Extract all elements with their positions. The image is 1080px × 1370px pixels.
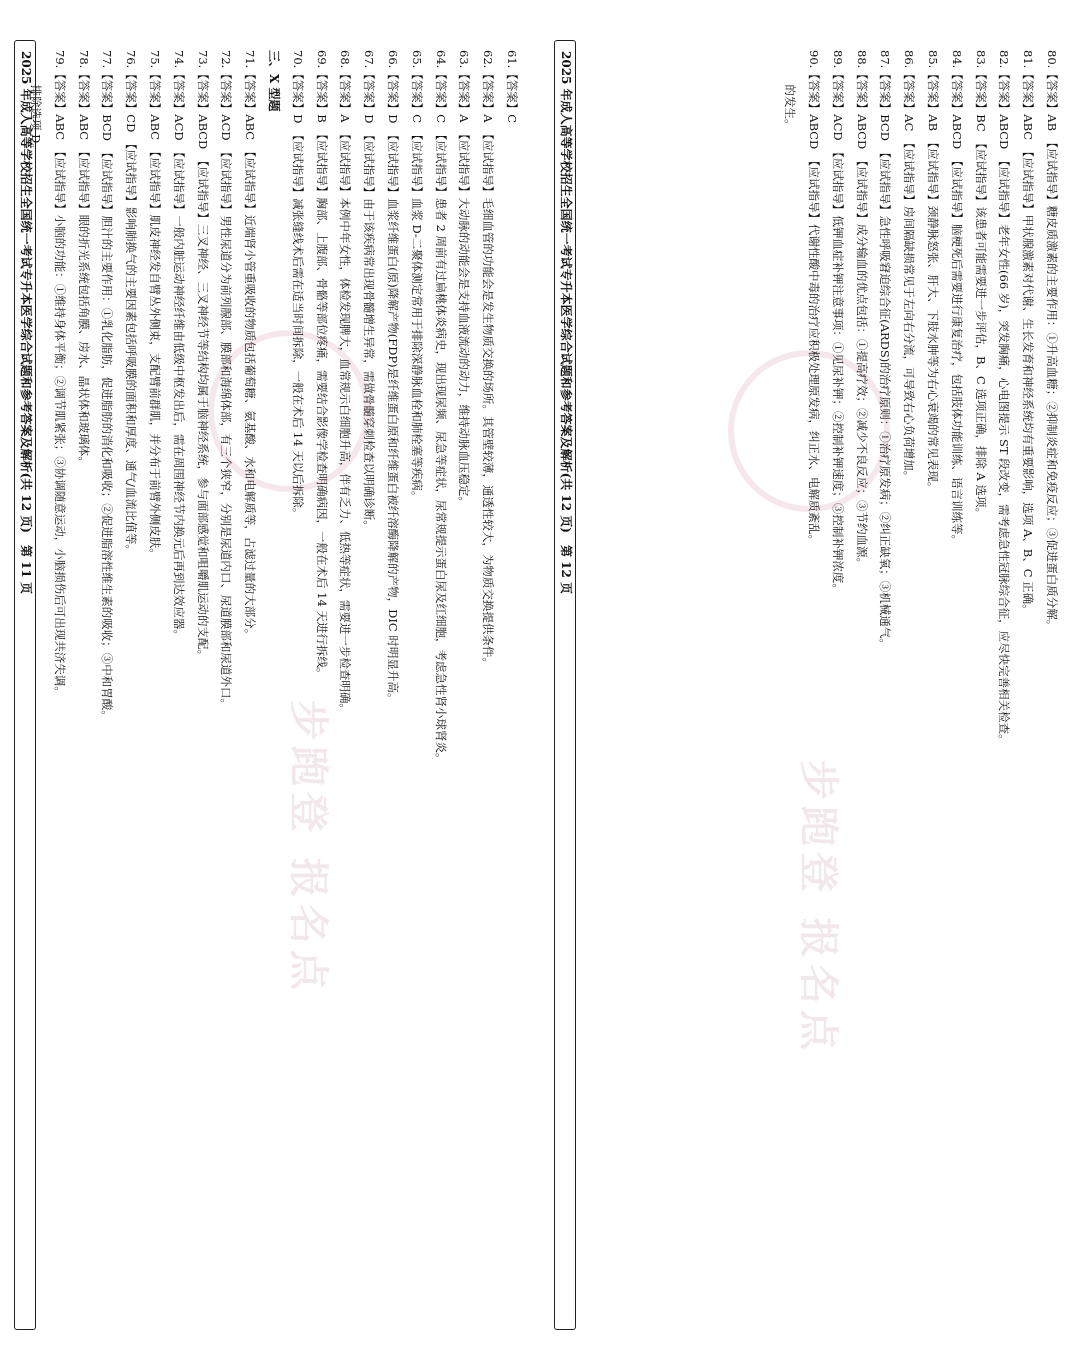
- answer-line: 83.【答案】BC 【应试指导】该患者可能需要进一步评估，B、C 选项正确，排除 A 选项。: [973, 50, 988, 520]
- answer-line: 81.【答案】ABC 【应试指导】甲状腺激素对代谢、生长发育和神经系统均有重要影响，选项 A、B、C 正确。: [1021, 50, 1036, 616]
- answer-line: 67.【答案】D 【应试指导】由于该疾病常出现骨髓增生异常，需做骨髓穿刺检查以明确诊断。: [362, 50, 377, 532]
- answer-line: 89.【答案】ACD 【应试指导】低钾血症补钾注意事项：①见尿补钾；②控制补钾速度；③控制补钾浓度。: [830, 50, 845, 595]
- answer-line: 73.【答案】ABCD 【应试指导】三叉神经、三叉神经节等结构均属于脑神经系统，参与面部感觉和咀嚼肌运动的支配。: [195, 50, 210, 662]
- answer-line: 82.【答案】ABCD 【应试指导】老年女性(66 岁)，突发胸痛，心电图提示 ST 段改变，需考虑急性冠脉综合征，应尽快完善相关检查。: [997, 50, 1012, 746]
- answer-line: 63.【答案】A 【应试指导】大动脉的动能会是支持血液流动的动力，维持动脉血压稳定。: [457, 50, 472, 508]
- answer-line: 的发生。: [783, 50, 798, 131]
- page-12: [540, 0, 1080, 1370]
- answer-line: 65.【答案】C 【应试指导】血浆 D-二聚体测定常用于排除深静脉血栓和肺栓塞等疾病。: [409, 50, 424, 503]
- answer-line: 79.【答案】ABC 【应试指导】小脑的功能：①维持身体平衡；②调节肌紧张；③协调随意运动，小脑损伤后可出现共济失调。: [52, 50, 67, 698]
- answer-line: 76.【答案】CD 【应试指导】影响肺换气的主要因素包括呼吸膜的面积和厚度、通气/血流比值等。: [124, 50, 139, 556]
- answers-list-11: [20, 50, 520, 1320]
- answer-line: 62.【答案】A 【应试指导】毛细血管的功能会是发生物质交换的场所。其管壁较薄，通透性较大，为物质交换提供条件。: [481, 50, 496, 669]
- page-footer-12: 2025 年成人高等学校招生全国统一考试专升本医学综合试题和参考答案及解析(共 12 页) 第 12 页: [554, 40, 576, 1330]
- answer-line: 71.【答案】ABC 【应试指导】近端肾小管重吸收的物质包括葡萄糖、氨基酸、水和电解质等，占滤过量的大部分。: [243, 50, 258, 641]
- answer-line: 66.【答案】D 【应试指导】血浆纤维蛋白(原)降解产物(FDP)是纤维蛋白原和纤维蛋白被纤溶酶降解的产物，DIC 时明显升高。: [386, 50, 401, 705]
- answer-line: 86.【答案】AC 【应试指导】房间隔缺损常见于左向右分流，可导致右心负荷增加。: [902, 50, 917, 483]
- page-12-rotated: [540, 0, 1080, 1370]
- answer-line: 74.【答案】ACD 【应试指导】一般内脏运动神经纤维由低级中枢发出后，需在周围神经节内换元后再到达效应器。: [171, 50, 186, 641]
- watermark-text: 步跑登 报名点: [285, 700, 331, 996]
- answer-line: 排除选项 D。: [29, 50, 44, 155]
- answers-list-12: [560, 50, 1060, 1320]
- answer-line: 88.【答案】ABCD 【应试指导】成分输血的优点包括：①提高疗效；②减少不良反应；③节约血源。: [854, 50, 869, 570]
- answer-line: 72.【答案】ACD 【应试指导】男性尿道分为前列腺部、膜部和海绵体部，有三个狭窄，分别是尿道内口、尿道膜部和尿道外口。: [219, 50, 234, 710]
- watermark-text: 步跑登 报名点: [795, 760, 841, 1056]
- answer-line: 78.【答案】ABC 【应试指导】眼的折光系统包括角膜、房水、晶状体和玻璃体。: [76, 50, 91, 468]
- answer-line: 69.【答案】B 【应试指导】胸部、上腹部、骨骼等部位疼痛，需要结合影像学检查明确病因，一般在术后 14 天进行拆线。: [314, 50, 329, 680]
- answer-line: 64.【答案】C 【应试指导】患者 2 周前有过扁桃体炎病史，现出现尿频、尿急等症状，尿常规提示蛋白尿及红细胞，考虑急性肾小球肾炎。: [433, 50, 448, 765]
- answer-line: 70.【答案】D 【应试指导】减张缝线术后需在适当时间拆除，一般在术后 14 天以后拆除。: [290, 50, 305, 520]
- answer-line: 87.【答案】BCD 【应试指导】急性呼吸窘迫综合征(ARDS)的治疗原则：①治疗原发病；②纠正缺氧；③机械通气。: [878, 50, 893, 650]
- answer-line: 68.【答案】A 【应试指导】本例中年女性，体检发现脾大，血常规示白细胞升高，伴有乏力、低热等症状，需要进一步检查明确。: [338, 50, 353, 715]
- answer-line: 90.【答案】ABCD 【应试指导】代谢性酸中毒的治疗应积极处理原发病，纠正水、电解质紊乱。: [807, 50, 822, 547]
- page-footer-11: 2025 年成人高等学校招生全国统一考试专升本医学综合试题和参考答案及解析(共 12 页) 第 11 页: [14, 40, 36, 1330]
- answer-line: 84.【答案】ABCD 【应试指导】脑梗死后需要进行康复治疗，包括肢体功能训练、语言训练等。: [949, 50, 964, 547]
- section-heading: 三、X 型题: [267, 50, 282, 112]
- answer-line: 61.【答案】C: [505, 50, 519, 124]
- answer-line: 75.【答案】ABC 【应试指导】肌皮神经发自臂丛外侧束，支配臂前群肌，并分布于前臂外侧皮肤。: [148, 50, 163, 560]
- answer-line: 85.【答案】AB 【应试指导】颈静脉怒张、肝大、下肢水肿等为右心衰竭的常见表现。: [926, 50, 941, 494]
- answer-line: 77.【答案】BCD 【应试指导】胆汁的主要作用：①乳化脂肪，促进脂肪的消化和吸收；②促进脂溶性维生素的吸收；③中和胃酸。: [100, 50, 115, 722]
- answer-line: 80.【答案】AB 【应试指导】糖皮质激素的主要作用：①升高血糖；②抑制炎症和免疫反应；③促进蛋白质分解。: [1045, 50, 1059, 632]
